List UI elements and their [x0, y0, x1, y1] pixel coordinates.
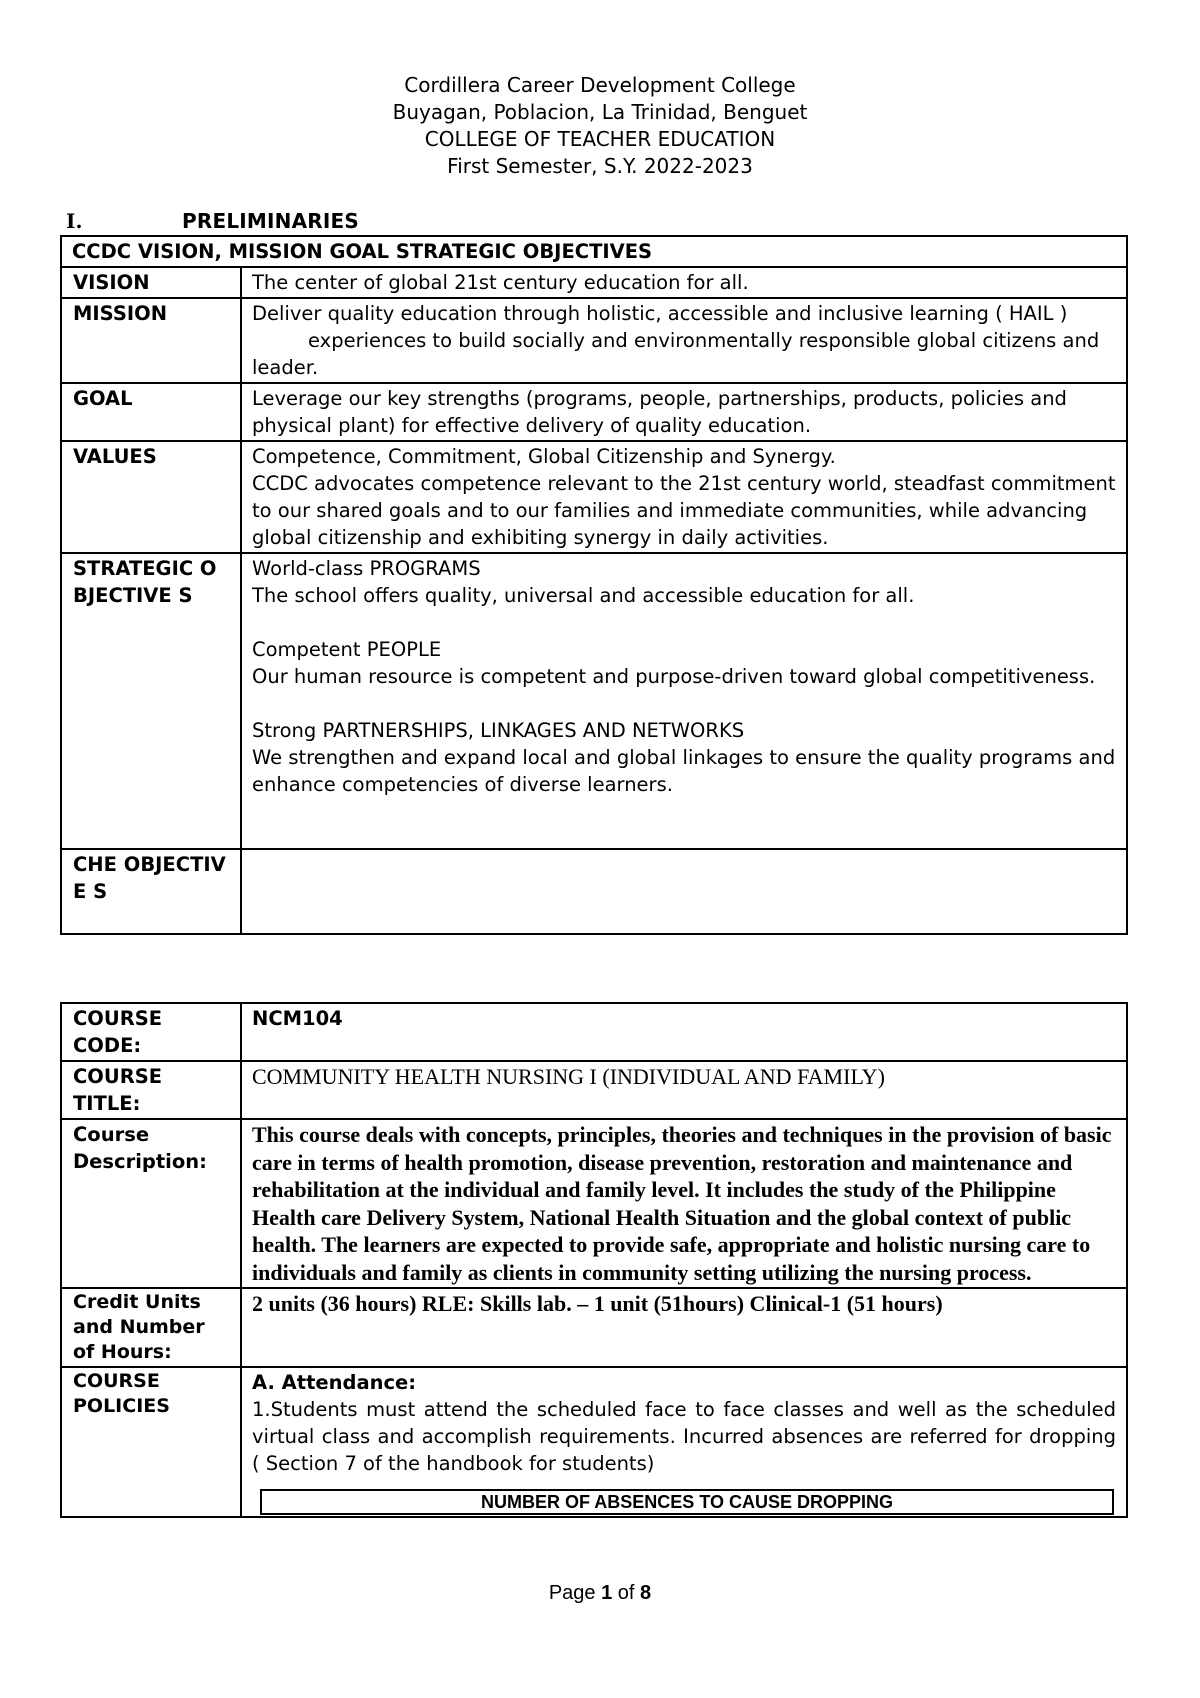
attendance-heading: A. Attendance:: [252, 1371, 417, 1394]
course-title-row: [61, 1061, 1127, 1119]
college-address: Buyagan, Poblacion, La Trinidad, Benguet: [392, 100, 808, 124]
attendance-text: 1.Students must attend the scheduled face to face classes and well as the scheduled virtual class and accomplish requirements. Incurred absences are referred for dropping ( Section 7 of the handbook for students): [252, 1398, 1116, 1475]
che-row: [61, 849, 1127, 934]
so-3-text: We strengthen and expand local and global linkages to ensure the quality programs and enhance competencies of diverse learners.: [252, 746, 1116, 796]
che-text: [241, 849, 1127, 934]
course-table: [60, 1002, 1128, 1518]
goal-row: [61, 383, 1127, 441]
so-1-text: The school offers quality, universal and accessible education for all.: [252, 584, 915, 607]
so-2-text: Our human resource is competent and purpose-driven toward global competitiveness.: [252, 665, 1096, 688]
course-title-label: COURSE TITLE:: [61, 1061, 241, 1119]
credit-value: 2 units (36 hours) RLE: Skills lab. – 1 unit (51hours) Clinical-1 (51 hours): [241, 1288, 1127, 1367]
college-name: Cordillera Career Development College: [404, 73, 796, 97]
mission-text-2: experiences to build socially and environmentally responsible global citizens and leader.: [252, 329, 1100, 379]
course-desc-value: This course deals with concepts, principles, theories and techniques in the provision of basic care in terms of health promotion, disease prevention, restoration and maintenance and rehabilitation at the individual and family level. It includes the study of the Philippine Health care Delivery System, National Health Situation and the global context of public health. The learners are expected to provide safe, appropriate and holistic nursing care to individuals and family as clients in community setting utilizing the nursing process.: [241, 1119, 1127, 1288]
policies-label: COURSE POLICIES: [61, 1367, 241, 1517]
page-word: Page: [548, 1582, 596, 1604]
vision-text: The center of global 21st century education for all.: [241, 267, 1127, 298]
strategic-label: STRATEGIC OBJECTIVE S: [61, 553, 241, 849]
so-3-title: Strong PARTNERSHIPS, LINKAGES AND NETWORKS: [252, 719, 745, 742]
course-desc-row: [61, 1119, 1127, 1288]
vmg-table-title: CCDC VISION, MISSION GOAL STRATEGIC OBJECTIVES: [61, 236, 1127, 267]
mission-text-2-wrap: [252, 327, 1116, 381]
credit-label: Credit Units and Number of Hours:: [61, 1288, 241, 1367]
course-code-row: [61, 1003, 1127, 1061]
course-title-value: COMMUNITY HEALTH NURSING I (INDIVIDUAL AND FAMILY): [241, 1061, 1127, 1119]
values-row: [61, 441, 1127, 553]
section-title: PRELIMINARIES: [182, 209, 359, 233]
absences-box: NUMBER OF ABSENCES TO CAUSE DROPPING: [260, 1489, 1114, 1515]
policies-row: [61, 1367, 1127, 1517]
section-number: I.: [66, 209, 83, 233]
semester-line: First Semester, S.Y. 2022-2023: [447, 154, 753, 178]
strategic-cell: [241, 553, 1127, 849]
course-code-label: COURSE CODE:: [61, 1003, 241, 1061]
values-label: VALUES: [61, 441, 241, 553]
mission-cell: [241, 298, 1127, 383]
vmg-table: [60, 235, 1128, 935]
page-total: 8: [640, 1582, 652, 1604]
values-text-1: Competence, Commitment, Global Citizenship and Synergy.: [252, 445, 836, 468]
course-desc-label: Course Description:: [61, 1119, 241, 1288]
department-name: COLLEGE OF TEACHER EDUCATION: [424, 127, 776, 151]
goal-label: GOAL: [61, 383, 241, 441]
course-code-value: NCM104: [241, 1003, 1127, 1061]
vision-row: [61, 267, 1127, 298]
page-footer: [0, 1582, 1200, 1605]
page-number: 1: [601, 1582, 613, 1604]
mission-text-1: Deliver quality education through holistic, accessible and inclusive learning ( HAIL ): [252, 302, 1068, 325]
vision-label: VISION: [61, 267, 241, 298]
goal-text: Leverage our key strengths (programs, people, partnerships, products, policies and physical plant) for effective delivery of quality education.: [241, 383, 1127, 441]
che-label: CHE OBJECTIVE S: [61, 849, 241, 934]
of-word: of: [617, 1582, 635, 1604]
so-2-title: Competent PEOPLE: [252, 638, 442, 661]
section-heading: [66, 209, 359, 233]
document-header: [0, 72, 1200, 180]
values-text-2: CCDC advocates competence relevant to the 21st century world, steadfast commitment to our shared goals and to our families and immediate communities, while advancing global citizenship and exhibiting synergy in daily activities.: [252, 472, 1116, 549]
values-cell: [241, 441, 1127, 553]
policies-cell: [241, 1367, 1127, 1517]
mission-row: [61, 298, 1127, 383]
credit-row: [61, 1288, 1127, 1367]
mission-label: MISSION: [61, 298, 241, 383]
so-1-title: World-class PROGRAMS: [252, 557, 481, 580]
strategic-row: [61, 553, 1127, 849]
